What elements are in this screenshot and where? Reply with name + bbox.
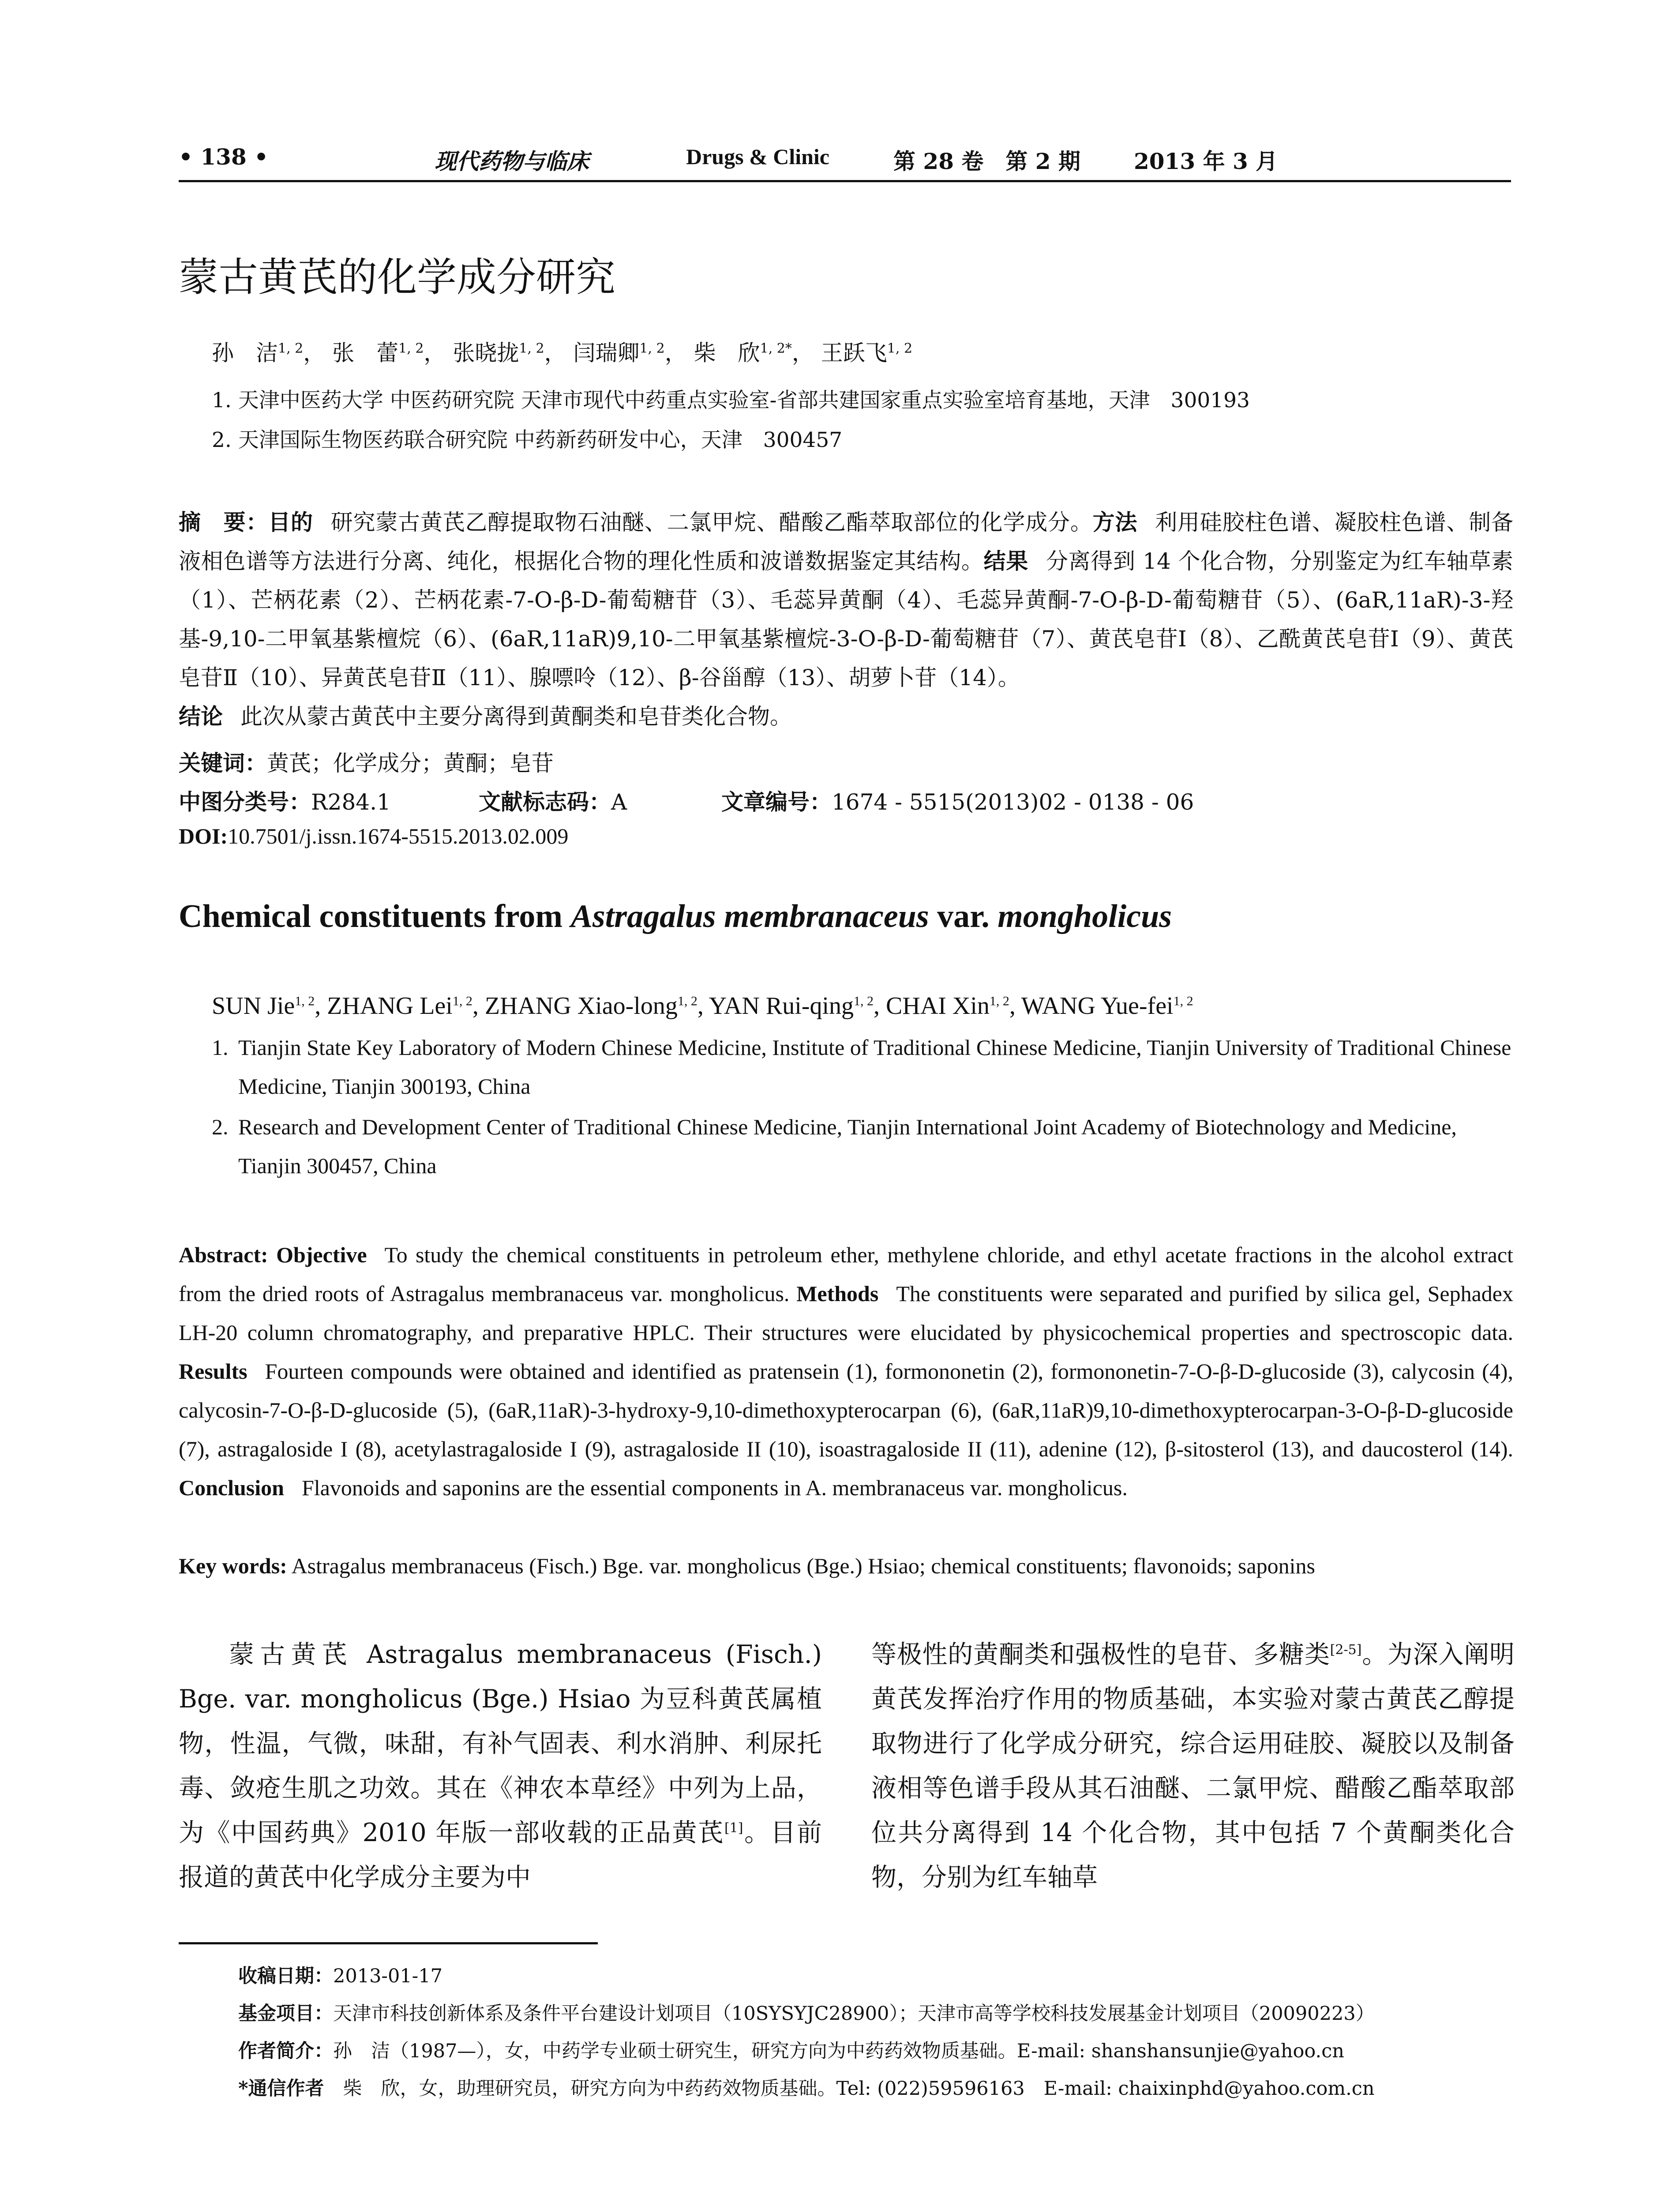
footnote-text: 孙 洁（1987—），女，中药学专业硕士研究生，研究方向为中药药效物质基础。E-mail: shanshansunjie@yahoo.cn [333,2040,1344,2062]
methods-text: 利用硅胶柱色谱、凝胶柱色谱、制备液相色谱等方法进行分离、纯化，根据化合物的理化性质和波谱数据鉴定其结构。 [179,510,1514,574]
author-sup: 1, 2* [760,341,792,356]
author-name: 柴 欣 [694,340,760,366]
keywords-en-text: Astragalus membranaceus (Fisch.) Bge. var. mongholicus (Bge.) Hsiao; chemical constituents; flavonoids; saponins [291,1553,1315,1578]
author-name: ZHANG Xiao-long [484,992,678,1020]
journal-name-cn: 现代药物与临床 [435,148,589,174]
author-sup: 1, 2 [1173,994,1193,1009]
author-name: 张 蕾 [332,340,399,366]
results-en-label: Results [179,1359,248,1384]
title-en [179,898,1172,935]
body-paragraph [871,1632,1515,1900]
doi-value[interactable]: 10.7501/j.issn.1674-5515.2013.02.009 [228,824,569,848]
methods-en-text: The constituents were separated and purified by silica gel, Sephadex LH-20 column chromatography, and preparative HPLC. Their structures were elucidated by physicochemical properties and spectroscopic data. [179,1281,1513,1345]
author-name: 孙 洁 [212,340,278,366]
author-sup: 1, 2 [278,341,304,356]
footnote-label: 作者简介： [238,2040,333,2062]
page-number: • 138 • [179,144,269,170]
body-paragraph [179,1632,822,1900]
methods-label: 方法 [1092,509,1138,535]
footnote-fund [238,1999,1375,2026]
body-text: 。为深入阐明黄芪发挥治疗作用的物质基础，本实验对蒙古黄芪乙醇提取物进行了化学成分研究，综合运用硅胶、凝胶以及制备液相等色谱手段从其石油醚、二氯甲烷、醋酸乙酯萃取部位共分离得到 14 个化合物，其中包括 7 个黄酮类化合物，分别为红车轴草 [871,1640,1515,1892]
abstract-en-label: Abstract: Objective [179,1242,367,1267]
citation[interactable]: [2-5] [1330,1642,1362,1658]
author-sup: 1, 2 [989,994,1009,1009]
author-name: 张晓拢 [453,340,519,366]
doc-label: 文献标志码： [479,789,611,815]
footnote-label: 收稿日期： [238,1965,333,1987]
journal-name-en: Drugs & Clinic [686,144,829,169]
title-en-species: Astragalus membranaceus [570,898,929,934]
doc-value: A [611,789,627,815]
body-column-right [871,1632,1515,1900]
affiliation-cn-1: 1. 天津中医药大学 中医药研究院 天津市现代中药重点实验室-省部共建国家重点实验室培育基地，天津 300193 [212,388,1250,413]
title-cn: 蒙古黄芪的化学成分研究 [179,254,615,300]
running-header [179,140,1511,182]
citation[interactable]: [1] [724,1820,743,1836]
affiliation-number: 2. [212,1114,229,1139]
clc-label: 中图分类号： [179,789,311,815]
conclusion-label: 结论 [179,703,223,729]
footnote-label: 基金项目： [238,2003,333,2025]
footnote-author [238,2036,1344,2063]
footnote-label: *通信作者 [238,2078,324,2100]
body-text: 蒙古黄芪 Astragalus membranaceus (Fisch.) Bge. var. mongholicus (Bge.) Hsiao 为豆科黄芪属植物，性温，气微，味甜，有补气固表、利水消肿、利尿托毒、敛疮生肌之功效。其在《神农本草经》中列为上品，为《中国药典》2010 年版一部收载的正品黄芪 [179,1640,822,1847]
objective-label: 目的 [268,509,313,535]
affiliation-cn-2: 2. 天津国际生物医药联合研究院 中药新药研发中心，天津 300457 [212,428,843,452]
conclusion-en-text: Flavonoids and saponins are the essential components in A. membranaceus var. mongholicus. [301,1475,1128,1500]
footnote-text: 柴 欣，女，助理研究员，研究方向为中药药效物质基础。Tel: (022)59596163 E-mail: chaixinphd@yahoo.com.cn [343,2078,1375,2100]
footnote-divider [179,1942,598,1944]
author-sup: 1, 2 [295,994,315,1009]
results-en-text: Fourteen compounds were obtained and identified as pratensein (1), formononetin (2), formononetin-7-O-β-D-glucoside (3), calycosin (4), calycosin-7-O-β-D-glucoside (5), (6aR,11aR)-3-hydroxy-9,10-dimethoxypterocarpan (6), (6aR,11aR)9,10-dimethoxypterocarpan-3-O-β-D-glucoside (7), astragaloside I (8), acetylastragaloside I (9), astragaloside II (10), isoastragaloside II (11), adenine (12), β-sitosterol (13), and daucosterol (14). [179,1359,1513,1461]
author-sup: 1, 2 [854,994,874,1009]
body-column-left [179,1632,822,1900]
author-sup: 1, 2 [398,341,424,356]
affiliation-en-2 [212,1107,1513,1185]
author-name: SUN Jie [212,992,295,1020]
author-name: YAN Rui-qing [709,992,854,1020]
results-label: 结果 [983,548,1028,574]
doi [179,823,568,849]
article-number [721,784,1194,816]
title-en-part: var. [929,898,998,934]
clc-value: R284.1 [311,789,391,815]
affiliation-text: Research and Development Center of Traditional Chinese Medicine, Tianjin International Joint Academy of Biotechnology and Medicine, Tianjin 300457, China [238,1114,1457,1178]
authors-en: SUN Jie$^{1, 2}$, ZHANG Lei$^{1, 2}$, ZHANG Xiao-long$^{1, 2}$, YAN Rui-qing$^{1, 2}$, CHAI Xin$^{1, 2}$, WANG Yue-fei$^{1, 2}$ [212,992,1193,1020]
authors-cn: 孙 洁$^{1, 2}$， 张 蕾$^{1, 2}$， 张晓拢$^{1, 2}$， 闫瑞卿$^{1, 2}$， 柴 欣$^{1, 2*}$， 王跃飞$^{1, 2}$ [212,340,913,366]
author-name: ZHANG Lei [327,992,453,1020]
volume-issue: 第 28 卷 第 2 期 [893,148,1080,174]
keywords-en [179,1553,1513,1579]
results-text: 分离得到 14 个化合物，分别鉴定为红车轴草素（1）、芒柄花素（2）、芒柄花素-7-O-β-D-葡萄糖苷（3）、毛蕊异黄酮（4）、毛蕊异黄酮-7-O-β-D-葡萄糖苷（5）、(6aR,11aR)-3-羟基-9,10-二甲氧基紫檀烷（6）、(6aR,11aR)9,10-二甲氧基紫檀烷-3-O-β-D-葡萄糖苷（7）、黄芪皂苷Ⅰ（8）、乙酰黄芪皂苷Ⅰ（9）、黄芪皂苷Ⅱ（10）、异黄芪皂苷Ⅱ（11）、腺嘌呤（12）、β-谷甾醇（13）、胡萝卜苷（14）。 [179,548,1514,690]
footnote-received [238,1961,442,1988]
author-name: 王跃飞 [821,340,887,366]
affiliation-en-1 [212,1028,1513,1106]
footnote-correspondence [238,2074,1375,2101]
conclusion-en-label: Conclusion [179,1475,284,1500]
abstract-cn [179,503,1513,736]
article-value: 1674 - 5515(2013)02 - 0138 - 06 [832,789,1194,815]
author-sup: 1, 2 [519,341,544,356]
author-name: WANG Yue-fei [1021,992,1174,1020]
title-en-part: Chemical constituents from [179,898,571,934]
clc-number [179,784,391,816]
affiliation-text: Tianjin State Key Laboratory of Modern Chinese Medicine, Institute of Traditional Chinese Medicine, Tianjin University of Traditional Chinese Medicine, Tianjin 300193, China [238,1035,1511,1099]
methods-en-label: Methods [796,1281,879,1306]
author-name: CHAI Xin [886,992,990,1020]
objective-en-text: To study the chemical constituents in petroleum ether, methylene chloride, and ethyl acetate fractions in the alcohol extract from the dried roots of Astragalus membranaceus var. mongholicus. [179,1242,1513,1306]
keywords-cn-text: 黄芪；化学成分；黄酮；皂苷 [267,750,554,776]
abstract-label: 摘 要： [179,509,269,535]
footnote-text: 2013-01-17 [333,1965,442,1987]
objective-text: 研究蒙古黄芪乙醇提取物石油醚、二氯甲烷、醋酸乙酯萃取部位的化学成分。 [330,510,1093,535]
conclusion-text: 此次从蒙古黄芪中主要分离得到黄酮类和皂苷类化合物。 [240,704,792,729]
affiliation-number: 1. [212,1035,229,1060]
doi-label: DOI: [179,824,228,848]
footnote-text: 天津市科技创新体系及条件平台建设计划项目（10SYSYJC28900）；天津市高等学校科技发展基金计划项目（20090223） [333,2003,1375,2025]
abstract-en [179,1235,1513,1507]
author-sup: 1, 2 [677,994,698,1009]
keywords-cn [179,746,554,777]
body-text: 等极性的黄酮类和强极性的皂苷、多糖类 [871,1640,1330,1669]
title-en-variety: mongholicus [998,898,1172,934]
keywords-en-label: Key words: [179,1553,287,1578]
issue-date: 2013 年 3 月 [1134,148,1278,174]
keywords-cn-label: 关键词： [179,750,267,776]
author-name: 闫瑞卿 [573,340,640,366]
author-sup: 1, 2 [887,341,913,356]
body-text: 。目前报道的黄芪中化学成分主要为中 [179,1818,822,1892]
doc-code [479,784,627,816]
article-label: 文章编号： [721,789,832,815]
author-sup: 1, 2 [639,341,665,356]
author-sup: 1, 2 [452,994,472,1009]
